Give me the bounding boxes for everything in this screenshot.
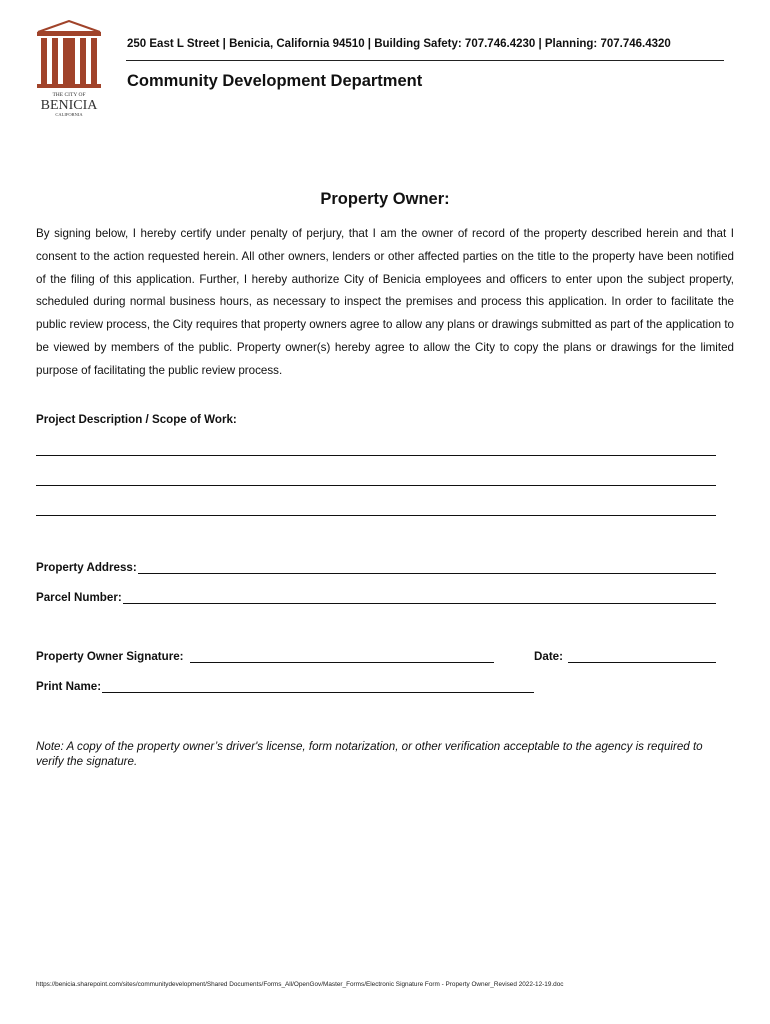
logo-name: BENICIA: [40, 98, 98, 113]
certification-text: By signing below, I hereby certify under penalty of perjury, that I am the owner of record of the property described herein and that I consent to the action requested herein. All other owners, lenders or other affected parties on the title to the property have been notified of the filing of this application. Further, I hereby authorize City of Benicia employees and officers to enter upon the subject property, scheduled during normal business hours, as necessary to inspect the premises and process this application. In order to facilitate the public review process, the City requires that property owners agree to allow any plans or drawings submitted as part of the application to be viewed by members of the public. Property owner(s) hereby agree to allow the City to copy the plans or drawings for the limited purpose of facilitating the public review process.: [36, 227, 734, 377]
city-logo: [34, 20, 104, 118]
project-description-line-2[interactable]: [36, 485, 716, 486]
date-field[interactable]: [568, 650, 716, 663]
project-description-label: Project Description / Scope of Work:: [36, 413, 237, 426]
parcel-number-label: Parcel Number:: [36, 591, 122, 604]
property-address-row: [36, 561, 716, 574]
signature-field[interactable]: [190, 650, 494, 663]
signature-label: Property Owner Signature:: [36, 650, 184, 663]
header-divider: [126, 60, 724, 61]
signature-row: [36, 650, 494, 663]
date-row: [534, 650, 716, 663]
project-description-line-1[interactable]: [36, 455, 716, 456]
property-address-field[interactable]: [138, 561, 716, 574]
parcel-number-row: [36, 591, 716, 604]
department-title: Community Development Department: [127, 72, 423, 90]
header-contact-line: 250 East L Street | Benicia, California 94510 | Building Safety: 707.746.4230 | Planning: 707.746.4320: [127, 38, 671, 50]
parcel-number-field[interactable]: [123, 591, 716, 604]
verification-note: Note: A copy of the property owner’s driver's license, form notarization, or other verification acceptable to the agency is required to verify the signature.: [36, 740, 703, 768]
project-description-line-3[interactable]: [36, 515, 716, 516]
property-address-label: Property Address:: [36, 561, 137, 574]
print-name-row: [36, 680, 534, 693]
date-label: Date:: [534, 650, 563, 663]
print-name-label: Print Name:: [36, 680, 102, 693]
print-name-field[interactable]: [102, 680, 534, 693]
logo-bottom-text: CALIFORNIA: [55, 112, 83, 117]
section-title: Property Owner:: [320, 190, 450, 208]
footer-file-path: https://benicia.sharepoint.com/sites/communitydevelopment/Shared Documents/Forms_All/OpenGov/Master_Forms/Electronic Signature Form - Property Owner_Revised 2022-12-19.doc: [36, 981, 564, 988]
logo-top-text: THE CITY OF: [52, 92, 86, 98]
